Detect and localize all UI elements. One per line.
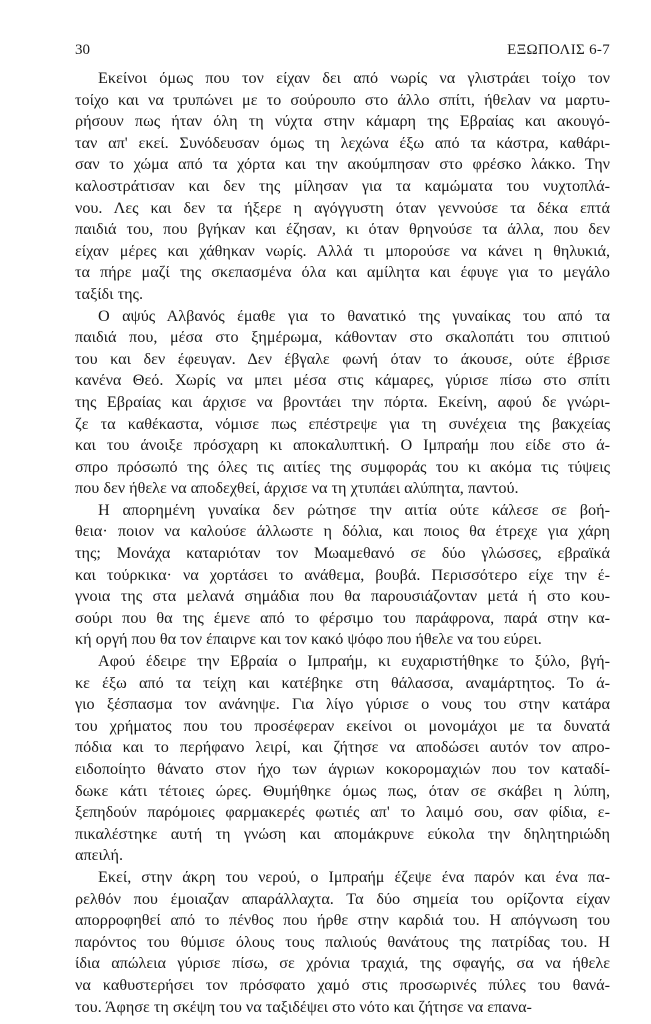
text-line: Αφού έδειρε την Εβραία ο Ιμπραήμ, κι ευχαριστήθηκε το ξύλο, βγή- — [98, 652, 610, 671]
text-line: Εκεί, στην άκρη του νερού, ο Ιμπραήμ έζεψε ένα παρόν και ένα πα- — [98, 867, 610, 886]
text-line: κε έξω από τα τείχη και κατέβηκε στη θάλασσα, αναμάρτητος. Το ά- — [75, 673, 610, 692]
text-line: τα πήρε μαζί της σκεπασμένα όλα και αμίλητα και έφυγε για το μεγάλο — [75, 263, 610, 282]
text-line: απειλή. — [75, 846, 124, 865]
page-number: 30 — [75, 42, 90, 58]
text-line: και τούρκικα· να χορτάσει το ανάθεμα, βουβά. Περισσότερο είχε την έ- — [75, 565, 610, 584]
text-line: και του άνοιξε πρόσχαρη κι αποκαλυπτική. Ο Ιμπραήμ που είδε στο ά- — [75, 436, 610, 455]
text-line: κανένα Θεό. Χωρίς να μπει μέσα στις κάμαρες, γύρισε πίσω στο σπίτι — [75, 371, 610, 390]
text-line: ειδοποίητο θάνατο στον ήχο των άγριων κοκορομαχιών που τον καταδί- — [75, 760, 610, 778]
text-line: ίδια απώλεια γύρισε πίσω, σε χρόνια τραχιά, της σφαγής, σα να ήθελε — [75, 954, 610, 973]
text-line: πικαλέστηκε αυτή τη γνώση και απομάκρυνε εύκολα την δηλητηριώδη — [75, 824, 610, 843]
text-line: δωκε κάτι τέτοιες ώρες. Θυμήθηκε όμως πως, όταν σε σκάβει η λύπη, — [75, 781, 610, 800]
text-line: να καθυστερήσει τον πρόσφατο χαμό στις προσωρινές πύλες του θανά- — [75, 975, 610, 994]
paragraph — [75, 306, 610, 500]
text-line: σπρο πρόσωπό της όλες τις αιτίες της συμφοράς του κι ακόμα τις τύψεις — [75, 457, 610, 476]
text-line: της; Μονάχα καταριόταν τον Μωαμεθανό σε δύο γλώσσες, εβραϊκά — [75, 544, 610, 563]
text-line: ταν απ' εκεί. Συνόδευσαν όμως τη λεχώνα έξω από τα κάστρα, καθάρι- — [75, 133, 610, 152]
text-line: γνοια της στα μελανά σημάδια που θα παρουσιάζονταν μετά ή στο κου- — [75, 587, 610, 606]
journal-title: ΕΞΩΠΟΛΙΣ 6-7 — [507, 42, 610, 58]
body-text — [75, 68, 610, 1018]
text-line: ρελθόν που έμοιαζαν απαράλλαχτα. Τα δύο σημεία του ορίζοντα είχαν — [75, 889, 610, 908]
text-line: της Εβραίας και άρχισε να βροντάει την πόρτα. Εκείνη, αφού δε γνώρι- — [75, 392, 610, 411]
text-line: κή οργή που θα τον έπαιρνε και τον κακό ψόφο που ήθελε να του εύρει. — [75, 630, 542, 649]
text-line: του. Άφησε τη σκέψη του να ταξιδέψει στο νότο και ζήτησε να επανα- — [75, 997, 532, 1016]
text-line: ξεπηδούν παρόμοιες φαρμακερές φωτιές απ' το λαιμό σου, σαν φίδια, ε- — [75, 803, 610, 822]
text-line: θεια· ποιον να καλούσε άλλωστε η δόλια, και ποιος θα έτρεχε για χάρη — [75, 522, 610, 541]
text-line: του και δεν έφευγαν. Δεν έβγαλε φωνή όταν το άκουσε, ούτε έβρισε — [75, 349, 610, 368]
text-line: Εκείνοι όμως που τον είχαν δει από νωρίς να γλιστράει τοίχο τον — [98, 69, 610, 87]
text-line: Ο αψύς Αλβανός έμαθε για το θανατικό της γυναίκας του από τα — [98, 306, 610, 325]
text-line: του χρήματος που του προσέφεραν εκείνοι οι μονομάχοι με τα δυνατά — [75, 716, 610, 735]
paragraph — [75, 867, 610, 1018]
text-line: παιδιά του, που βγήκαν και έζησαν, κι όταν θρηνούσε τα άλλα, που δεν — [75, 220, 610, 239]
text-line: γιο ξέσπασμα τον ανάνηψε. Για λίγο γύρισε ο νους του στην κατάρα — [75, 695, 610, 714]
text-line: απορροφηθεί από το πένθος που ήρθε στην καρδιά του. Η απόγνωση του — [75, 911, 610, 930]
text-line: σαν το χώμα από τα χόρτα και την ακούμπησαν στο φρέσκο λάκκο. Την — [75, 155, 610, 174]
text-line: σούρι που θα της έμενε από το φέρσιμο του παράφρονα, παρά στην κα- — [75, 608, 610, 627]
text-line: που δεν ήθελε να αποδεχθεί, άρχισε να τη χτυπάει αλύπητα, παντού. — [75, 479, 519, 498]
running-head — [75, 40, 610, 60]
text-line: καλοστράτισαν και δεν της μίλησαν για τα καμώματα του νυχτοπλά- — [75, 176, 610, 195]
paragraph — [75, 651, 610, 867]
paragraph — [75, 68, 610, 306]
text-line: ταξίδι της. — [75, 284, 144, 303]
text-line: Η απορημένη γυναίκα δεν ρώτησε την αιτία ούτε κάλεσε σε βοή- — [98, 500, 610, 519]
text-line: νου. Λες και δεν τα ήξερε η αγόγγυστη όταν γεννούσε τα δέκα επτά — [75, 198, 610, 217]
text-line: παρόντος του θύμισε όλους τους παλιούς θανάτους της πατρίδας του. Η — [75, 932, 610, 951]
text-line: ρήσουν πως ήταν όλη τη νύχτα στην κάμαρη της Εβραίας και ακουγό- — [75, 112, 610, 131]
text-line: ζε τα καθέκαστα, νόμισε πως επέστρεψε για τη συνέχεια της βακχείας — [75, 414, 610, 433]
text-line: παιδιά που, μέσα στο ξημέρωμα, κάθονταν στο σκαλοπάτι του σπιτιού — [75, 328, 610, 347]
paragraph — [75, 500, 610, 651]
text-line: πόδια και το περήφανο λειρί, και ζήτησε να αποδώσει αυτόν τον απρο- — [75, 738, 610, 757]
text-line: είχαν μέρες και χάθηκαν νωρίς. Αλλά τι μπορούσε να κάνει η θηλυκιά, — [75, 241, 610, 260]
text-line: τοίχο και να τρυπώνει με το σούρουπο στο άλλο σπίτι, ήθελαν να μαρτυ- — [75, 90, 610, 109]
